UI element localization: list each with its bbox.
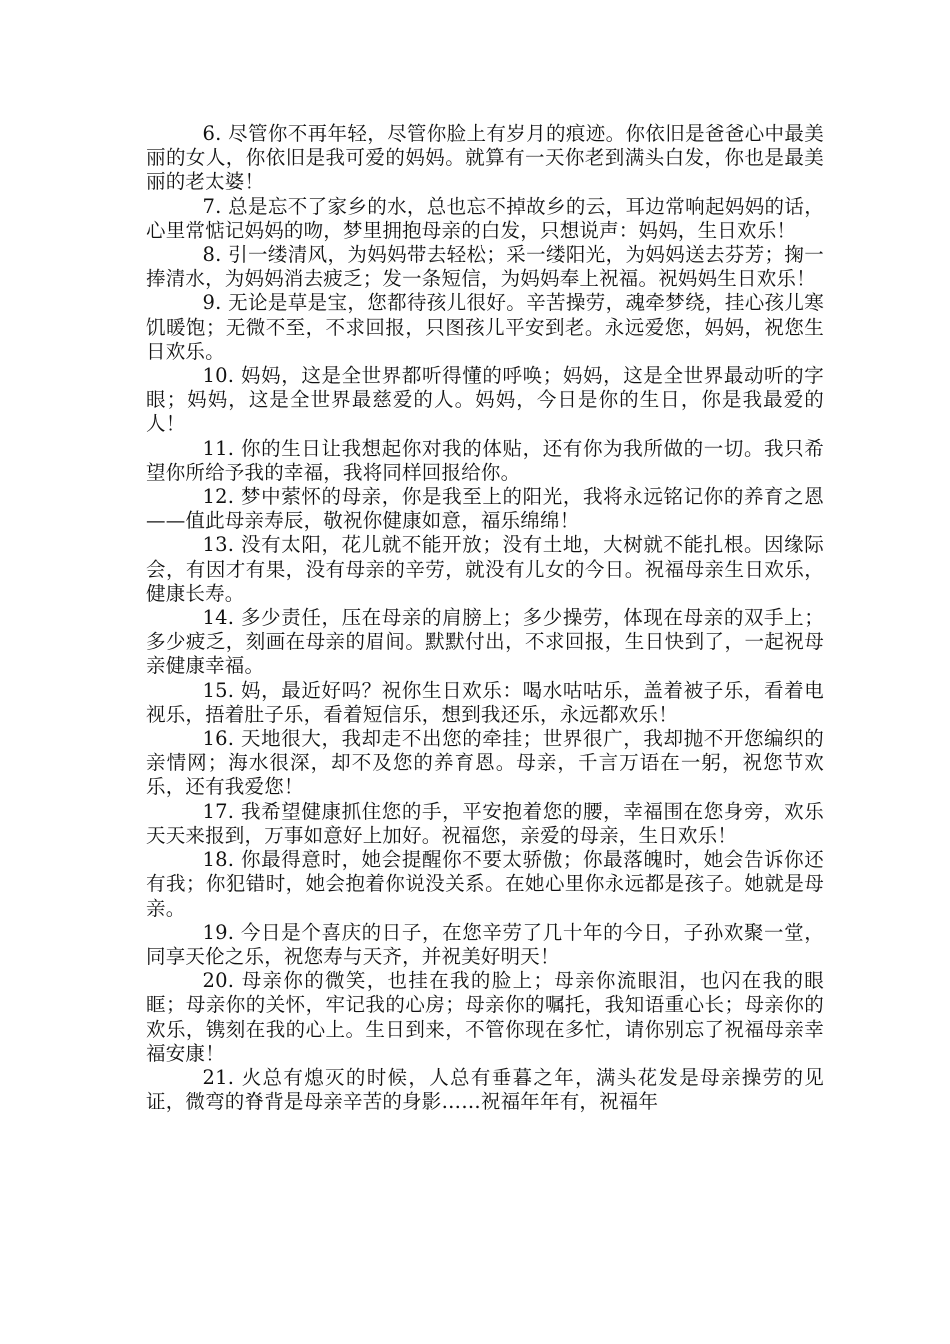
- paragraph-17: 17. 我希望健康抓住您的手，平安抱着您的腰，幸福围在您身旁，欢乐天天来报到，万事如意好上加好。祝福您，亲爱的母亲，生日欢乐！: [146, 799, 824, 847]
- paragraph-11: 11. 你的生日让我想起你对我的体贴，还有你为我所做的一切。我只希望你所给予我的幸福，我将同样回报给你。: [146, 436, 824, 484]
- document-body: [146, 122, 824, 1114]
- paragraph-16: 16. 天地很大，我却走不出您的牵挂；世界很广，我却抛不开您编织的亲情网；海水很深，却不及您的养育恩。母亲，千言万语在一躬，祝您节欢乐，还有我爱您！: [146, 727, 824, 799]
- paragraph-6: 6. 尽管你不再年轻，尽管你脸上有岁月的痕迹。你依旧是爸爸心中最美丽的女人，你依旧是我可爱的妈妈。就算有一天你老到满头白发，你也是最美丽的老太婆！: [146, 122, 824, 194]
- paragraph-9: 9. 无论是草是宝，您都待孩儿很好。辛苦操劳，魂牵梦绕，挂心孩儿寒饥暖饱；无微不至，不求回报，只图孩儿平安到老。永远爱您，妈妈，祝您生日欢乐。: [146, 291, 824, 363]
- paragraph-18: 18. 你最得意时，她会提醒你不要太骄傲；你最落魄时，她会告诉你还有我；你犯错时，她会抱着你说没关系。在她心里你永远都是孩子。她就是母亲。: [146, 848, 824, 920]
- paragraph-19: 19. 今日是个喜庆的日子，在您辛劳了几十年的今日，子孙欢聚一堂，同享天伦之乐，祝您寿与天齐，并祝美好明天！: [146, 920, 824, 968]
- paragraph-12: 12. 梦中萦怀的母亲，你是我至上的阳光，我将永远铭记你的养育之恩——值此母亲寿辰，敬祝你健康如意，福乐绵绵！: [146, 485, 824, 533]
- paragraph-14: 14. 多少责任，压在母亲的肩膀上；多少操劳，体现在母亲的双手上；多少疲乏，刻画在母亲的眉间。默默付出，不求回报，生日快到了，一起祝母亲健康幸福。: [146, 606, 824, 678]
- paragraph-15: 15. 妈，最近好吗？祝你生日欢乐：喝水咕咕乐，盖着被子乐，看着电视乐，捂着肚子乐，看着短信乐，想到我还乐，永远都欢乐！: [146, 678, 824, 726]
- paragraph-13: 13. 没有太阳，花儿就不能开放；没有土地，大树就不能扎根。因缘际会，有因才有果，没有母亲的辛劳，就没有儿女的今日。祝福母亲生日欢乐，健康长寿。: [146, 533, 824, 605]
- paragraph-8: 8. 引一缕清风，为妈妈带去轻松；采一缕阳光，为妈妈送去芬芳；掬一捧清水，为妈妈消去疲乏；发一条短信，为妈妈奉上祝福。祝妈妈生日欢乐！: [146, 243, 824, 291]
- paragraph-10: 10. 妈妈，这是全世界都听得懂的呼唤；妈妈，这是全世界最动听的字眼；妈妈，这是全世界最慈爱的人。妈妈，今日是你的生日，你是我最爱的人！: [146, 364, 824, 436]
- paragraph-21: 21. 火总有熄灭的时候，人总有垂暮之年，满头花发是母亲操劳的见证，微弯的脊背是母亲辛苦的身影……祝福年年有，祝福年: [146, 1065, 824, 1114]
- paragraph-7: 7. 总是忘不了家乡的水，总也忘不掉故乡的云，耳边常响起妈妈的话，心里常惦记妈妈的吻，梦里拥抱母亲的白发，只想说声：妈妈，生日欢乐！: [146, 194, 824, 242]
- paragraph-20: 20. 母亲你的微笑，也挂在我的脸上；母亲你流眼泪，也闪在我的眼眶；母亲你的关怀，牢记我的心房；母亲你的嘱托，我知语重心长；母亲你的欢乐，镌刻在我的心上。生日到来，不管你现在多忙，请你别忘了祝福母亲幸福安康！: [146, 969, 824, 1065]
